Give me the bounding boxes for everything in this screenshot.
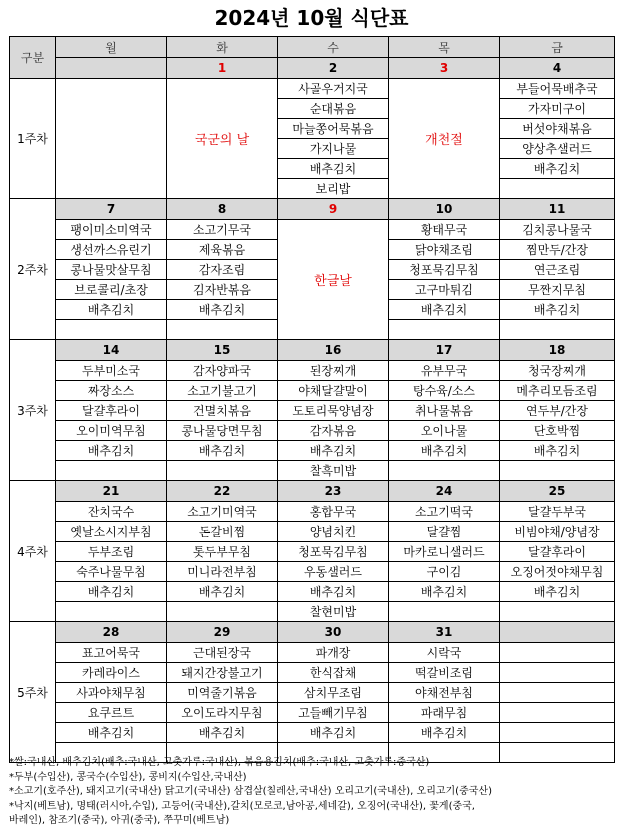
menu-item: 무짠지무침	[500, 280, 615, 300]
menu-row	[10, 522, 615, 542]
menu-item: 배추김치	[278, 723, 389, 743]
menu-row	[10, 421, 615, 441]
menu-item: 사과야채무침	[56, 683, 167, 703]
menu-item	[167, 461, 278, 481]
menu-item: 찰현미밥	[278, 602, 389, 622]
menu-item	[500, 683, 615, 703]
menu-item: 감자볶음	[278, 421, 389, 441]
menu-item: 배추김치	[389, 582, 500, 602]
menu-row	[10, 542, 615, 562]
menu-item: 청포묵김무침	[278, 542, 389, 562]
menu-row	[10, 723, 615, 743]
week-label: 4주차	[10, 481, 56, 622]
menu-item: 배추김치	[167, 441, 278, 461]
menu-row	[10, 582, 615, 602]
menu-item: 배추김치	[500, 300, 615, 320]
menu-item: 떡갈비조림	[389, 663, 500, 683]
menu-item	[500, 461, 615, 481]
menu-item: 콩나물맛살무침	[56, 260, 167, 280]
menu-item: 두부조림	[56, 542, 167, 562]
date-cell-mon: 7	[56, 199, 167, 220]
menu-item: 미역줄기볶음	[167, 683, 278, 703]
menu-item: 콩나물당면무침	[167, 421, 278, 441]
menu-row	[10, 220, 615, 240]
menu-item: 비빔야채/양념장	[500, 522, 615, 542]
date-row	[10, 622, 615, 643]
date-cell-fri: 18	[500, 340, 615, 361]
menu-item	[500, 320, 615, 340]
menu-item	[500, 643, 615, 663]
date-cell-mon	[56, 58, 167, 79]
menu-row	[10, 683, 615, 703]
note-line: *두부(수입산), 콩국수(수입산), 콩비지(수입산,국내산)	[9, 771, 247, 783]
menu-item	[389, 461, 500, 481]
menu-item: 달걀후라이	[56, 401, 167, 421]
week-label: 3주차	[10, 340, 56, 481]
menu-item: 고구마튀김	[389, 280, 500, 300]
menu-item: 배추김치	[56, 441, 167, 461]
date-cell-fri	[500, 622, 615, 643]
menu-item: 유부무국	[389, 361, 500, 381]
date-row	[10, 58, 615, 79]
date-cell-thu: 31	[389, 622, 500, 643]
menu-item: 찜만두/간장	[500, 240, 615, 260]
menu-row	[10, 502, 615, 522]
menu-item: 황태무국	[389, 220, 500, 240]
menu-item	[500, 663, 615, 683]
menu-item: 마늘쫑어묵볶음	[278, 119, 389, 139]
menu-item: 팽이미소미역국	[56, 220, 167, 240]
date-cell-mon: 28	[56, 622, 167, 643]
date-cell-tue: 22	[167, 481, 278, 502]
page-title: 2024년 10월 식단표	[214, 6, 409, 30]
menu-item: 달걀찜	[389, 522, 500, 542]
menu-item: 배추김치	[500, 159, 615, 179]
menu-item: 양념치킨	[278, 522, 389, 542]
menu-item: 소고기떡국	[389, 502, 500, 522]
menu-item: 청포묵김무침	[389, 260, 500, 280]
menu-row	[10, 562, 615, 582]
menu-item: 돈갈비찜	[167, 522, 278, 542]
menu-item	[389, 320, 500, 340]
week-label: 1주차	[10, 79, 56, 199]
date-cell-mon: 21	[56, 481, 167, 502]
menu-item: 근대된장국	[167, 643, 278, 663]
holiday-cell: 한글날	[278, 220, 389, 340]
week-label: 2주차	[10, 199, 56, 340]
menu-item: 오이미역무침	[56, 421, 167, 441]
menu-item: 닭야채조림	[389, 240, 500, 260]
date-cell-wed: 9	[278, 199, 389, 220]
menu-item: 도토리묵양념장	[278, 401, 389, 421]
menu-item: 청국장찌개	[500, 361, 615, 381]
menu-item: 배추김치	[56, 723, 167, 743]
menu-item: 두부미소국	[56, 361, 167, 381]
date-row	[10, 340, 615, 361]
menu-item: 고들빼기무침	[278, 703, 389, 723]
menu-row	[10, 461, 615, 481]
date-row	[10, 199, 615, 220]
menu-item: 표고어묵국	[56, 643, 167, 663]
menu-row	[10, 79, 615, 99]
menu-item: 단호박찜	[500, 421, 615, 441]
menu-item	[56, 320, 167, 340]
menu-item: 우동샐러드	[278, 562, 389, 582]
menu-item: 김자반볶음	[167, 280, 278, 300]
menu-item: 미니라전부침	[167, 562, 278, 582]
menu-item: 건멸치볶음	[167, 401, 278, 421]
date-cell-mon: 14	[56, 340, 167, 361]
menu-item: 부들어묵배추국	[500, 79, 615, 99]
menu-item: 배추김치	[56, 300, 167, 320]
menu-item: 배추김치	[278, 441, 389, 461]
menu-item: 시락국	[389, 643, 500, 663]
menu-item: 보리밥	[278, 179, 389, 199]
menu-item: 삼치무조림	[278, 683, 389, 703]
date-cell-wed: 30	[278, 622, 389, 643]
menu-row	[10, 381, 615, 401]
menu-item: 탕수육/소스	[389, 381, 500, 401]
day-header-wed: 수	[278, 37, 389, 58]
menu-item: 카레라이스	[56, 663, 167, 683]
menu-item: 가자미구이	[500, 99, 615, 119]
menu-item	[500, 703, 615, 723]
note-line: 바레인), 참조기(중국), 아귀(중국), 쭈꾸미(베트남)	[9, 815, 230, 826]
date-cell-wed: 16	[278, 340, 389, 361]
menu-item: 오이나물	[389, 421, 500, 441]
menu-item: 짜장소스	[56, 381, 167, 401]
date-cell-fri: 11	[500, 199, 615, 220]
menu-row	[10, 602, 615, 622]
menu-item: 구이김	[389, 562, 500, 582]
holiday-cell: 국군의 날	[167, 79, 278, 199]
menu-item: 배추김치	[278, 582, 389, 602]
menu-item: 오징어젓야채무침	[500, 562, 615, 582]
menu-item: 배추김치	[167, 723, 278, 743]
day-header-tue: 화	[167, 37, 278, 58]
menu-item: 사골우거지국	[278, 79, 389, 99]
menu-item: 배추김치	[167, 300, 278, 320]
menu-row	[10, 703, 615, 723]
menu-item: 버섯야채볶음	[500, 119, 615, 139]
day-header-mon: 월	[56, 37, 167, 58]
menu-table-body	[10, 37, 615, 763]
menu-item: 배추김치	[56, 582, 167, 602]
menu-row	[10, 663, 615, 683]
menu-item: 홍합무국	[278, 502, 389, 522]
menu-item: 취나물볶음	[389, 401, 500, 421]
date-cell-tue: 29	[167, 622, 278, 643]
menu-item: 브로콜리/초장	[56, 280, 167, 300]
gubun-header: 구분	[10, 37, 56, 79]
date-cell-tue: 1	[167, 58, 278, 79]
menu-item	[389, 602, 500, 622]
note-line: *소고기(호주산), 돼지고기(국내산) 닭고기(국내산) 삼겹살(칠레산,국내산) 오리고기(국내산), 오리고기(중국산)	[9, 786, 492, 797]
date-cell-tue: 15	[167, 340, 278, 361]
menu-item: 한식잡채	[278, 663, 389, 683]
menu-item	[56, 461, 167, 481]
menu-item: 배추김치	[167, 582, 278, 602]
menu-item: 배추김치	[389, 300, 500, 320]
empty-day-cell	[56, 79, 167, 199]
menu-item	[500, 602, 615, 622]
header-row	[10, 37, 615, 58]
menu-item	[167, 320, 278, 340]
menu-row	[10, 643, 615, 663]
menu-item: 소고기미역국	[167, 502, 278, 522]
date-cell-wed: 2	[278, 58, 389, 79]
menu-item: 파개장	[278, 643, 389, 663]
date-cell-thu: 24	[389, 481, 500, 502]
menu-item: 소고기불고기	[167, 381, 278, 401]
menu-item: 야채달걀말이	[278, 381, 389, 401]
menu-item: 톳두부무침	[167, 542, 278, 562]
date-cell-fri: 25	[500, 481, 615, 502]
menu-row	[10, 361, 615, 381]
menu-row	[10, 401, 615, 421]
menu-item: 파래무침	[389, 703, 500, 723]
menu-item: 마카로니샐러드	[389, 542, 500, 562]
menu-item: 배추김치	[500, 582, 615, 602]
menu-item: 생선까스유린기	[56, 240, 167, 260]
menu-item: 옛날소시지부침	[56, 522, 167, 542]
date-cell-tue: 8	[167, 199, 278, 220]
menu-row	[10, 441, 615, 461]
note-line: *쌀:국내산, 배추김치(배추:국내산, 고춧가루:국내산), 볶음용김치(배추:국내산, 고춧가루:중국산)	[9, 757, 430, 768]
menu-item: 찰흑미밥	[278, 461, 389, 481]
menu-item: 배추김치	[500, 441, 615, 461]
holiday-cell: 개천절	[389, 79, 500, 199]
menu-item: 잔치국수	[56, 502, 167, 522]
menu-item: 제육볶음	[167, 240, 278, 260]
origin-notes	[9, 756, 614, 829]
menu-table	[9, 36, 615, 763]
menu-item: 연근조림	[500, 260, 615, 280]
menu-item: 소고기무국	[167, 220, 278, 240]
note-line: *낙지(베트남), 명태(러시아,수입), 고등어(국내산),갈치(모로코,남아공,세네갈), 오징어(국내산), 꽃게(중국,	[9, 800, 475, 812]
menu-item	[500, 723, 615, 743]
menu-item	[56, 602, 167, 622]
menu-item: 된장찌개	[278, 361, 389, 381]
menu-item	[500, 179, 615, 199]
date-cell-thu: 10	[389, 199, 500, 220]
menu-item: 연두부/간장	[500, 401, 615, 421]
day-header-fri: 금	[500, 37, 615, 58]
menu-item: 감자양파국	[167, 361, 278, 381]
menu-item: 오이도라지무침	[167, 703, 278, 723]
menu-item: 배추김치	[389, 723, 500, 743]
date-cell-wed: 23	[278, 481, 389, 502]
menu-item: 숙주나물무침	[56, 562, 167, 582]
date-row	[10, 481, 615, 502]
menu-item: 김치콩나물국	[500, 220, 615, 240]
menu-item: 요쿠르트	[56, 703, 167, 723]
menu-item: 배추김치	[278, 159, 389, 179]
menu-item: 달걀두부국	[500, 502, 615, 522]
menu-item: 가지나물	[278, 139, 389, 159]
menu-item: 순대볶음	[278, 99, 389, 119]
menu-item: 메추리모듬조림	[500, 381, 615, 401]
menu-item: 돼지간장불고기	[167, 663, 278, 683]
menu-item: 배추김치	[389, 441, 500, 461]
week-label: 5주차	[10, 622, 56, 763]
menu-item: 야채전부침	[389, 683, 500, 703]
menu-item	[167, 602, 278, 622]
date-cell-thu: 17	[389, 340, 500, 361]
menu-item: 양상추샐러드	[500, 139, 615, 159]
day-header-thu: 목	[389, 37, 500, 58]
menu-item: 달걀후라이	[500, 542, 615, 562]
date-cell-fri: 4	[500, 58, 615, 79]
menu-item: 감자조림	[167, 260, 278, 280]
date-cell-thu: 3	[389, 58, 500, 79]
